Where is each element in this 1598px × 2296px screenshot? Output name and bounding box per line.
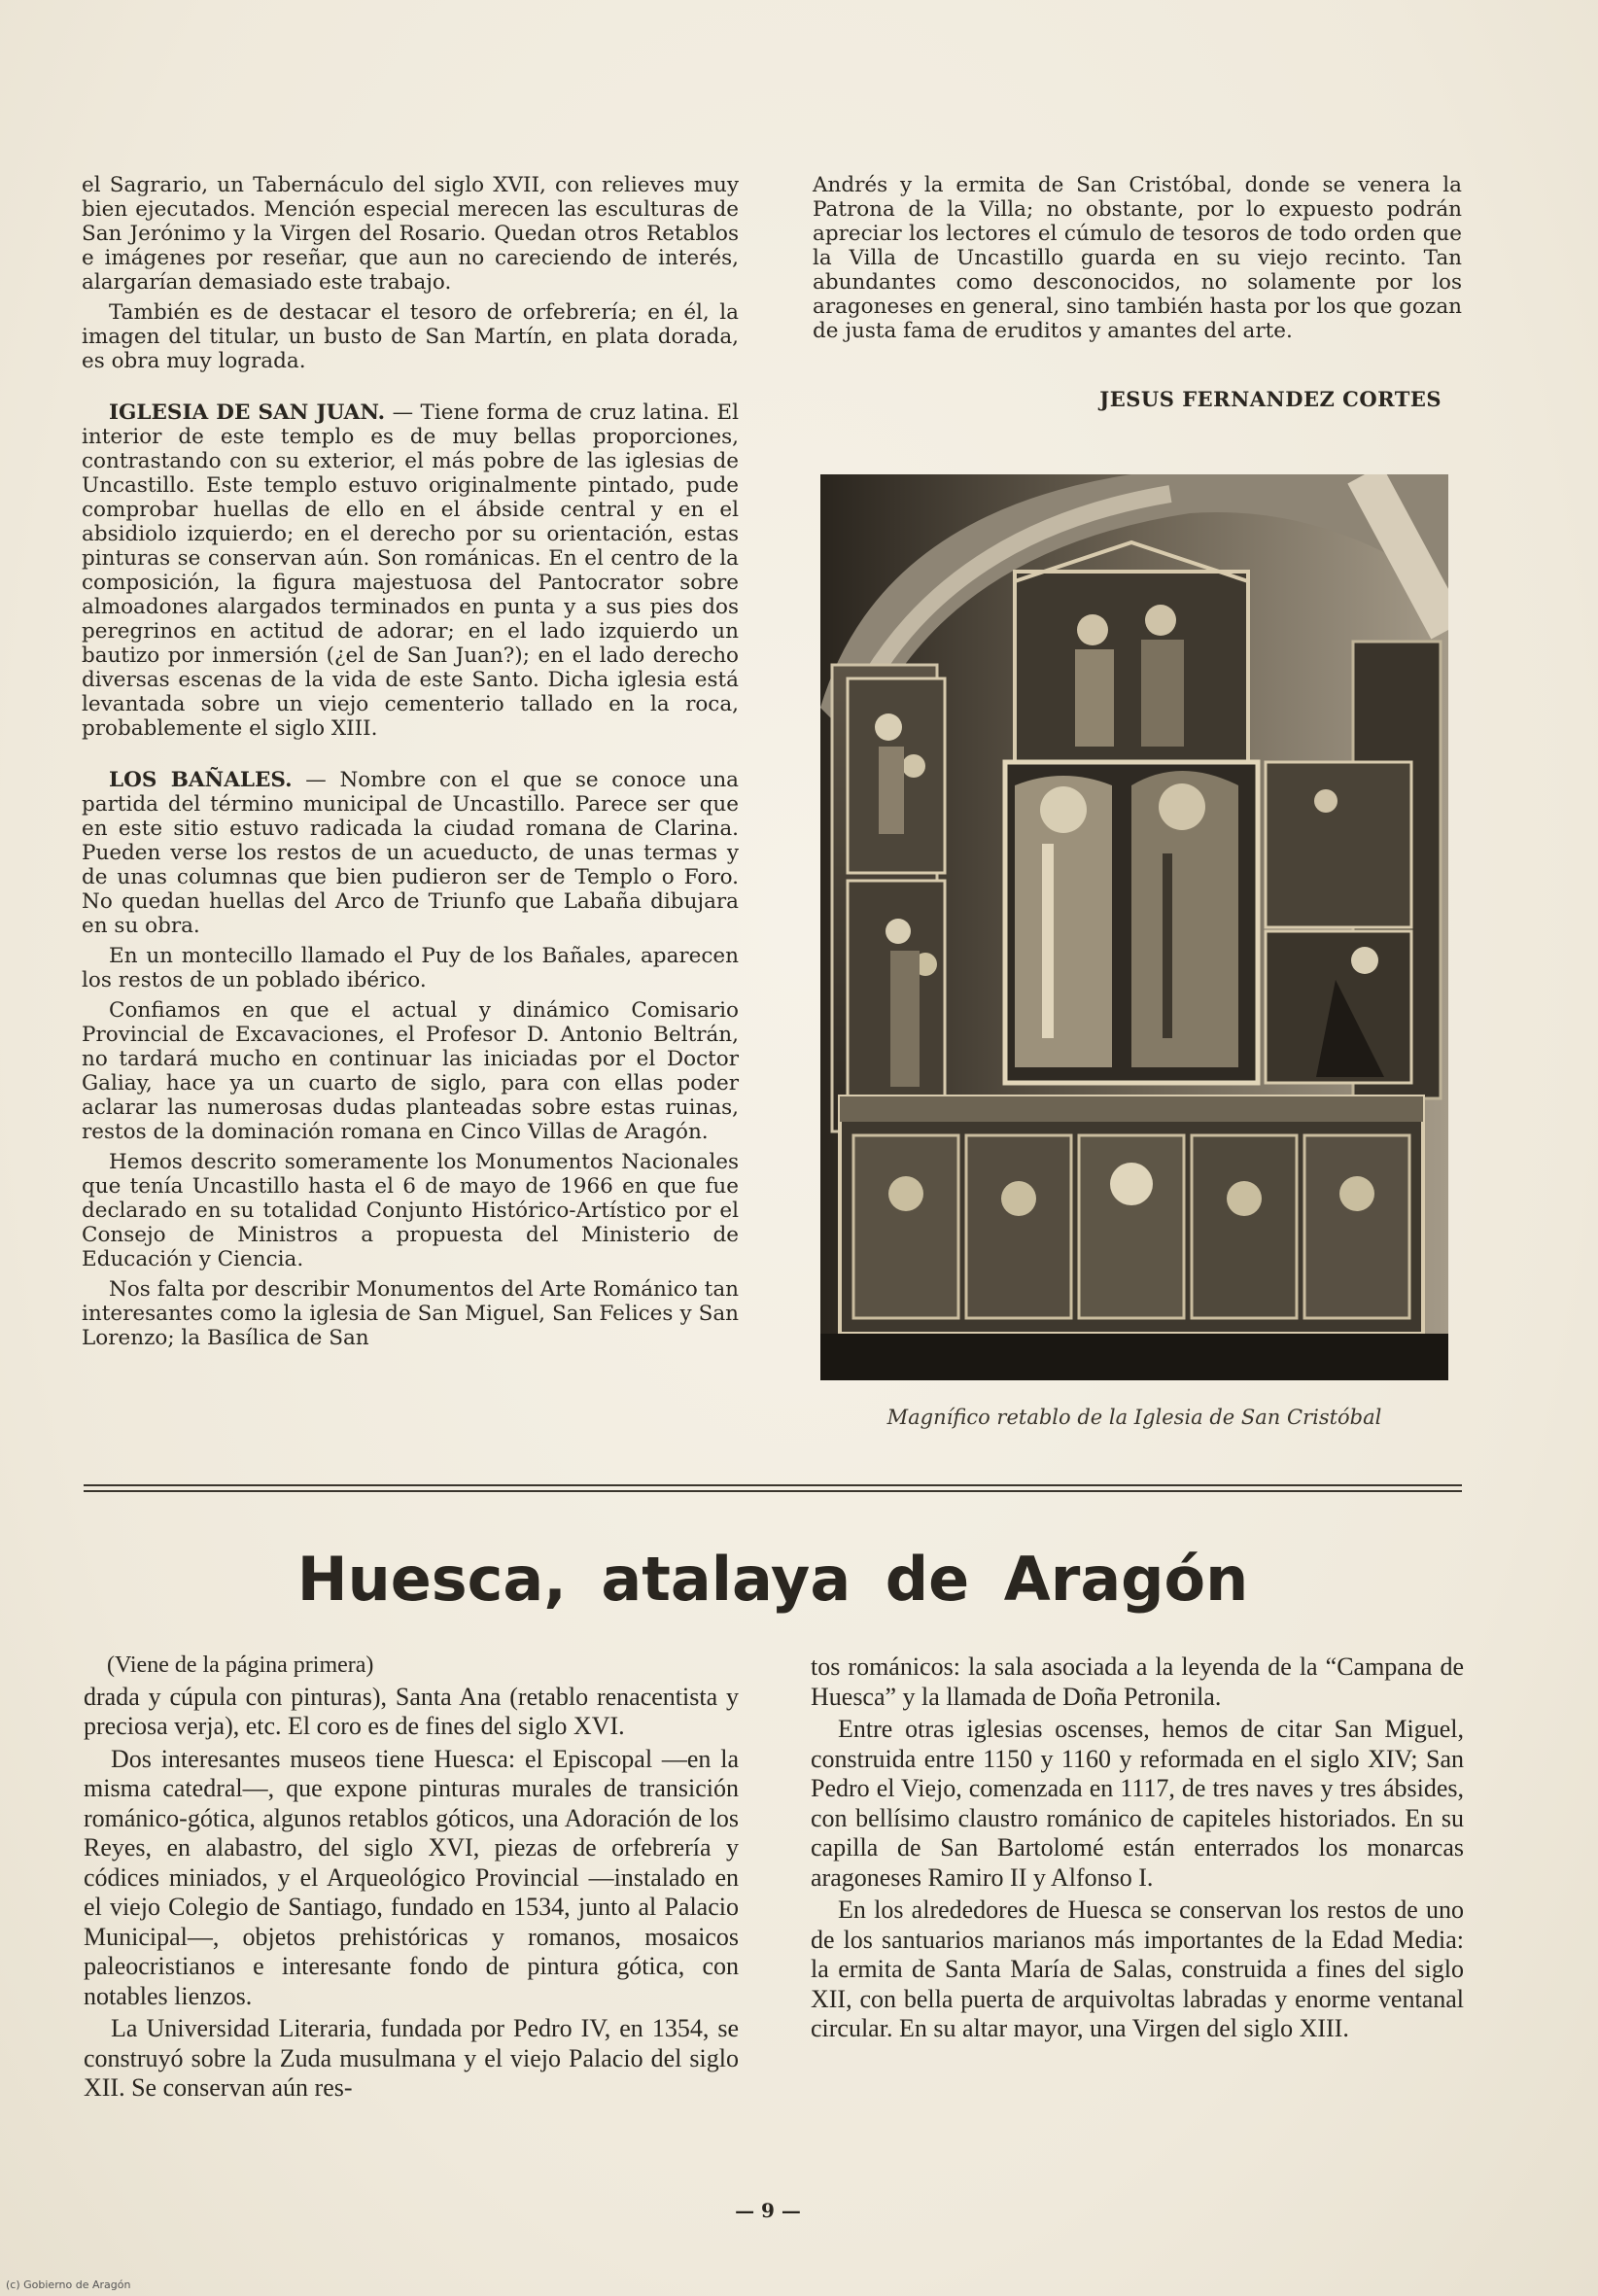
upper-left-column <box>82 173 739 1356</box>
paragraph: Andrés y la ermita de San Cristóbal, donde se venera la Patrona de la Villa; no obstante, por lo expuesto podrán apreciar los lectores el cúmulo de tesoros de todo orden que la Villa de Uncastillo guarda en su viejo recinto. Tan abundantes como desconocidos, no solamente por los aragoneses en general, sino también hasta por los que gozan de justa fama de eruditos y amantes del arte. <box>813 173 1462 343</box>
paragraph: drada y cúpula con pinturas), Santa Ana (retablo renacentista y preciosa verja), etc. El coro es de fines del siglo XVI. <box>84 1682 739 1740</box>
retablo-photo <box>820 474 1448 1380</box>
section-divider <box>84 1490 1462 1492</box>
paragraph: La Universidad Literaria, fundada por Pedro IV, en 1354, se construyó sobre la Zuda musulmana y el viejo Palacio del siglo XII. Se conservan aún res- <box>84 2014 739 2102</box>
section-text-san-juan: — Tiene forma de cruz latina. El interior de este templo es de muy bellas proporciones, contrastando con su exterior, el más pobre de las iglesias de Uncastillo. Este templo estuvo originalmente pintado, pude comprobar huellas de ello en el ábside central y en el absidiolo izquierdo; en el derecho por su orientación, estas pinturas se conservan aún. Son románicas. En el centro de la composición, la figura majestuosa del Pantocrator sobre almoadones alargados terminados en punta y a sus pies dos peregrinos en actitud de adorar; en el lado izquierdo un bautizo por inmersión (¿el de San Juan?); en el lado derecho diversas escenas de la vida de este Santo. Dicha iglesia está levantada sobre un viejo cementerio tallado en la roca, probablemente el siglo XIII. <box>82 400 739 741</box>
paragraph: Nos falta por describir Monumentos del Arte Románico tan interesantes como la iglesia de San Miguel, San Felices y San Lorenzo; la Basílica de San <box>82 1277 739 1350</box>
article-headline: Huesca, atalaya de Aragón <box>296 1544 1249 1615</box>
paragraph: En un montecillo llamado el Puy de los Bañales, aparecen los restos de un poblado ibérico. <box>82 944 739 992</box>
author-signature: JESUS FERNANDEZ CORTES <box>1099 387 1442 411</box>
paragraph-san-juan <box>82 400 739 741</box>
paragraph: el Sagrario, un Tabernáculo del siglo XVII, con relieves muy bien ejecutados. Mención especial merecen las esculturas de San Jerónimo y la Virgen del Rosario. Quedan otros Retablos e imágenes por reseñar, que aun no careciendo de interés, alargarían demasiado este trabajo. <box>82 173 739 295</box>
paragraph: Dos interesantes museos tiene Huesca: el Episcopal —en la misma catedral—, que expone pinturas murales de transición románico-gótica, algunos retablos góticos, una Adoración de los Reyes, en alabastro, del siglo XVI, piezas de orfebrería y códices miniados, y el Arqueológico Provincial —instalado en el viejo Colegio de Santiago, fundado en 1534, junto al Palacio Municipal—, objetos prehistóricas y romanos, mosaicos paleocristianos e interesante fondo de pintura gótica, con notables lienzos. <box>84 1744 739 2010</box>
upper-right-column <box>813 173 1462 349</box>
paragraph: También es de destacar el tesoro de orfebrería; en él, la imagen del titular, un busto de San Martín, en plata dorada, es obra muy lograda. <box>82 300 739 373</box>
section-heading-banales: LOS BAÑALES. <box>109 768 293 792</box>
continued-note: (Viene de la página primera) <box>107 1652 374 1678</box>
lower-right-column <box>811 1652 1464 2047</box>
section-divider <box>84 1484 1462 1486</box>
paragraph: En los alrededores de Huesca se conservan los restos de uno de los santuarios marianos más importantes de la Edad Media: la ermita de Santa María de Salas, construida a fines del siglo XII, con bella puerta de arquivoltas labradas y enorme ventanal circular. En su altar mayor, una Virgen del siglo XIII. <box>811 1896 1464 2042</box>
page-number: — 9 — <box>735 2199 801 2222</box>
section-heading-san-juan: IGLESIA DE SAN JUAN. <box>109 400 386 425</box>
lower-left-column <box>84 1651 739 2106</box>
paragraph: Confiamos en que el actual y dinámico Comisario Provincial de Excavaciones, el Profesor D. Antonio Beltrán, no tardará mucho en continuar las iniciadas por el Doctor Galiay, hace ya un cuarto de siglo, para con ellas poder aclarar las numerosas dudas planteadas sobre estas ruinas, restos de la dominación romana en Cinco Villas de Aragón. <box>82 998 739 1144</box>
section-text-banales: — Nombre con el que se conoce una partida del término municipal de Uncastillo. Parece ser que en este sitio estuvo radicada la ciudad romana de Clarina. Pueden verse los restos de un acueducto, de unas termas y de unas columnas que bien pudieron ser de Templo o Foro. No quedan huellas del Arco de Triunfo que Labaña dibujara en su obra. <box>82 768 739 938</box>
paragraph: Entre otras iglesias oscenses, hemos de citar San Miguel, construida entre 1150 y 1160 y reformada en el siglo XIV; San Pedro el Viejo, comenzada en 1117, de tres naves y tres ábsides, con bellísimo claustro románico de capiteles historiados. En su capilla de San Bartolomé están enterrados los monarcas aragoneses Ramiro II y Alfonso I. <box>811 1715 1464 1892</box>
paragraph-banales <box>82 768 739 938</box>
retablo-illustration <box>820 474 1448 1380</box>
paragraph: tos románicos: la sala asociada a la leyenda de la “Campana de Huesca” y la llamada de Doña Petronila. <box>811 1652 1464 1711</box>
copyright-credit: (c) Gobierno de Aragón <box>6 2279 131 2291</box>
photo-caption: Magnífico retablo de la Iglesia de San Cristóbal <box>886 1406 1382 1429</box>
paragraph: Hemos descrito someramente los Monumentos Nacionales que tenía Uncastillo hasta el 6 de mayo de 1966 en que fue declarado en su totalidad Conjunto Histórico-Artístico por el Consejo de Ministros a propuesta del Ministerio de Educación y Ciencia. <box>82 1150 739 1271</box>
